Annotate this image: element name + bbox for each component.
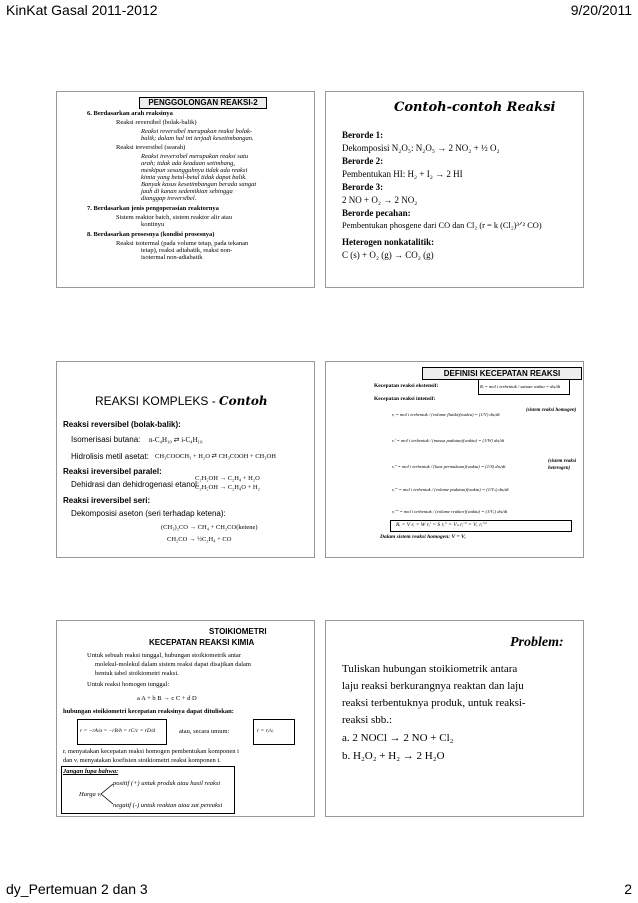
- title-main: REAKSI KOMPLEKS -: [95, 394, 220, 408]
- text-line: kontinyu: [141, 221, 165, 228]
- equation: rᵢ'' = mol i terbentuk / (luas permukaan)(waktu) = (1/S) dnᵢ/dt: [392, 464, 506, 469]
- problem-text: reaksi sbb.:: [342, 714, 393, 726]
- text-line: rᵢ menyatakan kecepatan reaksi homogen pembentukan komponen i: [63, 748, 239, 755]
- problem-item: a. 2 NOCl → 2 NO + Cl₂: [342, 732, 454, 744]
- text-line: Reaksi isotermal (pada volume tetap, pada tekanan: [116, 240, 249, 247]
- slide-title: DEFINISI KECEPATAN REAKSI: [422, 367, 582, 380]
- equation: C₂H₅OH → C₂H₄O + H₂: [195, 484, 260, 491]
- text-line: isotermal non-adiabatik: [141, 254, 203, 261]
- slide-reaksi-kompleks: [56, 361, 315, 558]
- text-line: Jangan lupa bahwa:: [63, 768, 119, 775]
- text-line: arah; tidak ada keadaan setimbang,: [141, 160, 236, 167]
- text-line: Kecepatan reaksi ekstensif:: [374, 383, 439, 389]
- equation: n-C₄H₁₀ ⇄ i-C₄H₁₀: [149, 436, 203, 444]
- text-line: tetap), reaksi adiabatik, reaksi non-: [141, 247, 233, 254]
- equation: rᵢ' = mol i terbentuk / (massa padatan)(waktu) = (1/W) dnᵢ/dt: [392, 438, 505, 443]
- slide-title: KECEPATAN REAKSI KIMIA: [149, 638, 255, 647]
- slide-title: [95, 394, 268, 408]
- problem-text: laju reaksi berkurangnya reaktan dan laju: [342, 680, 524, 692]
- text-line: Dekomposisi aseton (seri terhadap ketena):: [71, 509, 226, 518]
- equation: rᵢ'''' = mol i terbentuk / (volume reaktor)(waktu) = (1/Vᵣ) dnᵢ/dt: [392, 509, 508, 514]
- reaction-example: 2 NO + O₂ → 2 NO₂: [342, 195, 418, 205]
- reaction-example: Pembentukan HI: H₂ + I₂ → 2 HI: [342, 169, 463, 179]
- brace-arrows: [101, 781, 115, 807]
- text-line: Isomerisasi butana:: [71, 435, 141, 444]
- reaction-example: Dekomposisi N₂O₅: N₂O₅ → 2 NO₂ + ½ O₂: [342, 143, 500, 153]
- text-line: hubungan stoikiometri kecepatan reaksinya dapat dituliskan:: [63, 708, 234, 715]
- equation: rᵢ''' = mol i terbentuk / (volume padatan)(waktu) = (1/Vₛ) dnᵢ/dt: [392, 487, 509, 492]
- text-line: Harga νᵢ: [79, 791, 102, 798]
- text-line: Banyak kasus kesetimbangan berada sangat: [141, 181, 257, 188]
- text-line: dianggap ireversibel.: [141, 195, 197, 202]
- equation: C₂H₅OH → C₂H₄ + H₂O: [195, 475, 260, 482]
- text-line: Reaksi ireversibel (searah): [116, 144, 186, 151]
- text-line: atau, secara umum:: [179, 728, 230, 735]
- text-line: Sistem reaktor batch, sistem reaktor alir atau: [116, 214, 233, 221]
- equation: CH₃COOCH₃ + H₂O ⇄ CH₃COOH + CH₃OH: [155, 453, 276, 460]
- text-line: Reaksi reversibel (bolak-balik): [116, 119, 197, 126]
- text-line: 8. Berdasarkan prosesnya (kondisi prosesnya): [87, 231, 215, 238]
- text-line: dan νᵢ menyatakan koefisien stoikiometri reaksi komponen i.: [63, 757, 221, 764]
- slide-stoikiometri: [56, 620, 315, 817]
- text-line: Hidrolisis metil asetat:: [71, 452, 149, 461]
- header-date: 9/20/2011: [570, 2, 632, 18]
- text-line: Dehidrasi dan dehidrogenasi etanol:: [71, 480, 200, 489]
- equation: r = rᵢ/νᵢ: [257, 728, 274, 734]
- text-line: meskipun sesungguhnya tidak ada reaksi: [141, 167, 248, 174]
- reaction-example: Pembentukan phosgene dari CO dan Cl₂ (r = k (Cl₂)³ᐟ² CO): [342, 221, 542, 230]
- equation: (CH₃)₂CO → CH₄ + CH₂CO(ketene): [161, 524, 258, 531]
- text-line: balik; dalam hal ini terjadi kesetimbangan.: [141, 135, 254, 142]
- text-line: kimia yang betul-betul tidak dapat balik.: [141, 174, 247, 181]
- order-heading: Berorde 2:: [342, 156, 384, 166]
- section-heading: Reaksi ireversibel paralel:: [63, 467, 162, 476]
- text-line: Untuk reaksi homogen tunggal:: [87, 681, 170, 688]
- equation: Rᵢ = mol i terbentuk / satuan waktu = dnᵢ/dt: [480, 384, 561, 389]
- page-number: 2: [624, 881, 632, 897]
- text-line: Dalam sistem reaksi homogen: V = Vᵣ: [380, 534, 466, 540]
- equation: CH₂CO → ½C₂H₄ + CO: [167, 536, 232, 543]
- text-line: Kecepatan reaksi intensif:: [374, 396, 436, 402]
- order-heading: Heterogen nonkatalitik:: [342, 237, 435, 247]
- equation: a A + b B → c C + d D: [137, 695, 197, 702]
- problem-text: Tuliskan hubungan stoikiometrik antara: [342, 663, 518, 675]
- footer-filename: dy_Pertemuan 2 dan 3: [6, 881, 148, 897]
- slide-title: STOIKIOMETRI: [209, 627, 267, 636]
- slide-penggolongan-reaksi: [56, 91, 315, 288]
- slide-title: Contoh-contoh Reaksi: [394, 100, 556, 115]
- slide-problem: [325, 620, 584, 817]
- section-heading: Reaksi ireversibel seri:: [63, 496, 151, 505]
- annotation: (sistem reaksi homogen): [526, 408, 577, 413]
- text-line: bentuk tabel stoikiometri reaksi.: [95, 670, 179, 677]
- order-heading: Berorde pecahan:: [342, 208, 411, 218]
- text-line: molekul-molekul dalam sistem reaksi dapat disajikan dalam: [95, 661, 251, 668]
- slide-title: PENGGOLONGAN REAKSI-2: [139, 97, 267, 109]
- text-line: Reaksi reversibel merupakan reaksi bolak-: [141, 128, 253, 135]
- text-line: Untuk sebuah reaksi tunggal, hubungan stoikiometrik antar: [87, 652, 241, 659]
- equation: r = −rA/a = −rB/b = rC/c = rD/d: [80, 728, 156, 734]
- order-heading: Berorde 3:: [342, 182, 384, 192]
- equation: Rᵢ = V rᵢ = W rᵢ' = S rᵢ'' = Vₛ rᵢ''' = Vᵣ rᵢ'''': [396, 522, 487, 528]
- text-line: negatif (-) untuk reaktan atau zat pereaksi: [113, 802, 223, 809]
- text-line: jauh di kanan sedemikian sehingga: [141, 188, 233, 195]
- text-line: 6. Berdasarkan arah reaksinya: [87, 110, 173, 117]
- problem-item: b. H₂O₂ + H₂ → 2 H₂O: [342, 750, 445, 762]
- section-heading: Reaksi reversibel (bolak-balik):: [63, 420, 181, 429]
- reaction-example: C (s) + O₂ (g) → CO₂ (g): [342, 250, 434, 260]
- text-line: 7. Berdasarkan jenis pengoperasian reaktornya: [87, 205, 219, 212]
- text-line: positif (+) untuk produk atau hasil reaksi: [113, 780, 221, 787]
- slide-definisi-kecepatan: [325, 361, 584, 558]
- slide-contoh-reaksi: [325, 91, 584, 288]
- order-heading: Berorde 1:: [342, 130, 384, 140]
- title-emphasis: Contoh: [219, 394, 268, 408]
- equation: rᵢ = mol i terbentuk / (volume fluida)(waktu) = (1/V) dnᵢ/dt: [392, 412, 500, 417]
- problem-text: reaksi terbentuknya produk, untuk reaksi-: [342, 697, 526, 709]
- slide-title: Problem:: [510, 635, 564, 650]
- header-course: KinKat Gasal 2011-2012: [6, 2, 158, 18]
- annotation: (sistem reaksi heterogen): [548, 459, 577, 471]
- text-line: Reaksi ireversibel merupakan reaksi satu: [141, 153, 249, 160]
